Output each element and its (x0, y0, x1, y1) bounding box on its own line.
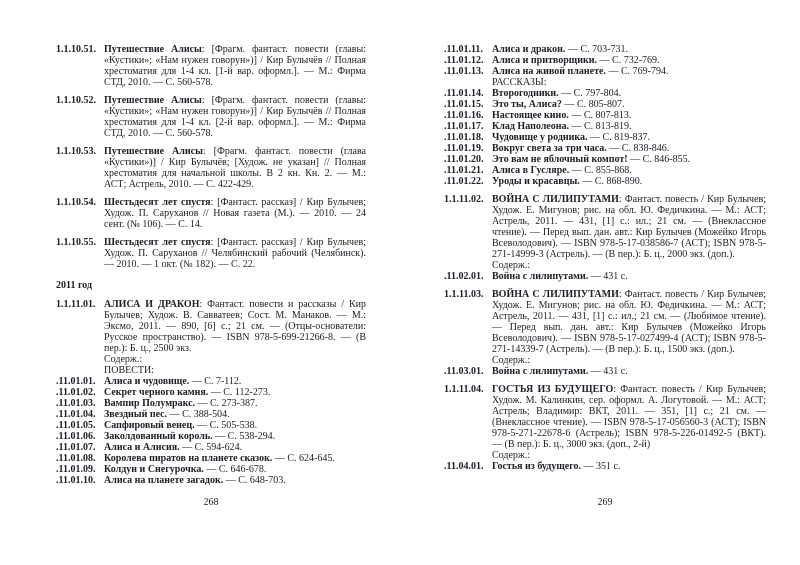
entry-text (492, 143, 766, 154)
entry-rest: — С. 624-645. (272, 453, 335, 464)
entry-title: Алиса на планете загадок. (104, 475, 224, 486)
bib-entry (56, 299, 366, 354)
entry-text (104, 197, 366, 230)
bib-entry (56, 464, 366, 475)
entry-title: Уроды и красавцы. (492, 176, 580, 187)
entry-number: .11.01.04. (56, 409, 96, 420)
section-label: ПОВЕСТИ: (104, 365, 154, 376)
section-label: Содерж.: (492, 355, 531, 366)
entry-number: .11.01.13. (444, 66, 484, 77)
entry-number: .11.01.02. (56, 387, 96, 398)
entry-title: Путешествие Алисы (104, 95, 202, 106)
bib-entry (444, 121, 766, 132)
entry-title: Звездный пес. (104, 409, 168, 420)
entry-text (492, 289, 766, 355)
entry-text (492, 88, 766, 99)
entry-number: .11.01.20. (444, 154, 484, 165)
bib-entry (444, 384, 766, 450)
page-number-right: 269 (597, 497, 613, 508)
entry-number: .11.01.09. (56, 464, 96, 475)
entry-rest: : Фантаст. повести и рассказы / Кир Булычев; Худож. В. Савватеев; Сост. М. Манаков. — М.: Эксмо, 2011. — 890, [6] с.; 21 см. — (Отцы-основатели: Русское пространство). — ISBN 978-5-699-21266-8. — (В пер.): Б. ц., 2500 экз. (104, 299, 366, 354)
entry-number: .11.01.22. (444, 176, 484, 187)
entry-text (492, 110, 766, 121)
bib-entry (56, 146, 366, 190)
entry-text (492, 121, 766, 132)
bib-entry (444, 165, 766, 176)
entry-text (104, 420, 366, 431)
entry-title: Это вам не яблочный компот! (492, 154, 628, 165)
bib-entry (444, 143, 766, 154)
bib-entry (56, 387, 366, 398)
entry-number: 1.1.11.02. (444, 194, 484, 205)
entry-number: .11.01.16. (444, 110, 484, 121)
entry-title: Вампир Полумракс. (104, 398, 196, 409)
entry-rest: — 351 с. (581, 461, 621, 472)
bib-entry (56, 376, 366, 387)
entry-title: Война с лилипутами. (492, 366, 589, 377)
entry-rest: — С. 594-624. (179, 442, 243, 453)
entry-rest: : [Фрагм. фантаст. повести (главы: «Кустики»; «Нам нужен говорун»)] / Кир Булычёв // Полная хрестоматия для 1-4 кл. [2-й вар. оформл.]. — М.: Фирма СТД, 2010. — С. 560-578. (104, 95, 366, 139)
entry-title: ВОЙНА С ЛИЛИПУТАМИ (492, 194, 619, 205)
entry-title: Клад Наполеона. (492, 121, 570, 132)
entry-title: Алиса и дракон. (492, 44, 566, 55)
entry-text (492, 461, 766, 472)
entry-title: ГОСТЬЯ ИЗ БУДУЩЕГО (492, 384, 614, 395)
entry-title: Это ты, Алиса? (492, 99, 562, 110)
page-left (56, 44, 366, 486)
entry-rest: — С. 769-794. (605, 66, 669, 77)
entry-rest: : Фантаст. повесть / Кир Булычев; Худож. Е. Мигунов; рис. на обл. Ю. Федичкина. — М.: АСТ; Астрель, 2011. — 431, [1] с.: ил.; 21 см. — (Любимое чтение). — Перед вып. дан. авт.: Кир Булычев (Можейко Игорь Всеволодович). — ISBN 978-5-17-027499-4 (АСТ); ISBN 978-5-271-14339-7 (Астрель). — (В пер.): Б. ц., 1500 экз. (доп.). (492, 289, 767, 355)
entry-title: Заколдованный король. (104, 431, 213, 442)
entry-number: .11.01.03. (56, 398, 96, 409)
entry-rest: : Фантаст. повесть / Кир Булычев; Худож. М. Калинкин, сер. оформл. А. Логутовой. — М.: АСТ; Астрель; Владимир: ВКТ, 2011. — 351, [1] с.; 21 см. — (Внеклассное чтение). — ISBN 978-5-17-056560-3 (АСТ); ISBN 978-5-271-22678-6 (Астрель); ISBN 978-5-226-01492-5 (ВКТ). — (В пер.): Б. ц., 3000 экз. (доп., 2-й) (492, 384, 767, 450)
entry-title: Чудовище у родника. (492, 132, 588, 143)
entry-number: .11.01.14. (444, 88, 484, 99)
bib-entry (56, 442, 366, 453)
entry-text (104, 442, 366, 453)
entry-number: .11.01.08. (56, 453, 96, 464)
entry-number: 1.1.10.51. (56, 44, 96, 55)
entry-rest: : Фантаст. повесть / Кир Булычев; Худож. Е. Мигунов; рис. на обл. Ю. Федичкина. — М.: АСТ; Астрель, 2011. — 431, [1] с.: ил.; 21 см. — (Внеклассное чтение). — Перед вып. дан. авт.: Кир Булычев (Можейко Игорь Всеволодович). — ISBN 978-5-17-038586-7 (АСТ); ISBN 978-5-271-14999-3 (Астрель). — (В пер.): Б. ц., 2000 экз. (доп.). (492, 194, 767, 260)
entry-title: Шестьдесят лет спустя (104, 197, 211, 208)
entry-text (492, 176, 766, 187)
entry-number: .11.01.18. (444, 132, 484, 143)
entry-text (104, 453, 366, 464)
entry-text (492, 366, 766, 377)
entry-rest: — С. 388-504. (167, 409, 230, 420)
entry-number: .11.01.17. (444, 121, 484, 132)
bib-entry (444, 154, 766, 165)
entry-text (104, 431, 366, 442)
bib-entry (444, 176, 766, 187)
entry-number: 1.1.11.01. (56, 299, 96, 310)
entry-title: АЛИСА И ДРАКОН (104, 299, 200, 310)
entry-text (104, 95, 366, 139)
bib-entry (56, 453, 366, 464)
entry-text (104, 387, 366, 398)
entry-number: 1.1.11.04. (444, 384, 484, 395)
entry-title: Королева пиратов на планете сказок. (104, 453, 273, 464)
entry-title: Второгодники. (492, 88, 559, 99)
entry-title: Алиса в Гусляре. (492, 165, 570, 176)
bib-entry (444, 110, 766, 121)
entry-rest: — С. 505-538. (194, 420, 258, 431)
entry-number: .11.04.01. (444, 461, 484, 472)
entry-rest: — С. 648-703. (223, 475, 286, 486)
entry-number: .11.03.01. (444, 366, 484, 377)
entry-title: Путешествие Алисы (104, 146, 203, 157)
page-right (444, 44, 766, 472)
bib-entry (56, 475, 366, 486)
entry-rest: — С. 797-804. (558, 88, 622, 99)
entry-rest: — С. 819-837. (587, 132, 651, 143)
entry-text (104, 409, 366, 420)
entry-rest: — С. 838-846. (606, 143, 670, 154)
entry-title: Сапфировый венец. (104, 420, 195, 431)
bib-entry (56, 95, 366, 139)
section-label: Содерж.: (492, 450, 531, 461)
entry-text (104, 299, 366, 354)
bib-entry (56, 197, 366, 230)
entry-rest: — С. 855-868. (569, 165, 632, 176)
entry-rest: : [Фрагм. фантаст. повести (главы: «Кустики»; «Нам нужен говорун»)] / Кир Булычёв // Полная хрестоматия для 1-4 кл. [1-й вар. оформл.]. — М.: Фирма СТД, 2010. — С. 560-578. (104, 44, 366, 88)
section-label: Содерж.: (492, 260, 531, 271)
bib-entry (56, 431, 366, 442)
entry-title: ВОЙНА С ЛИЛИПУТАМИ (492, 289, 619, 300)
entry-text (104, 146, 366, 190)
bib-entry (444, 44, 766, 55)
bib-entry (444, 66, 766, 77)
entry-rest: — С. 846-855. (627, 154, 691, 165)
bib-entry (56, 398, 366, 409)
bib-entry (444, 99, 766, 110)
bib-entry (444, 55, 766, 66)
section-label: РАССКАЗЫ: (492, 77, 547, 88)
entry-title: Настоящее кино. (492, 110, 569, 121)
bib-entry (444, 132, 766, 143)
entry-title: Алиса и чудовище. (104, 376, 190, 387)
entry-rest: : [Фантаст. рассказ] / Кир Булычев; Худож. П. Саруханов // Челябинский рабочий (Челябинск). — 2010. — 1 окт. (№ 182). — С. 22. (104, 237, 367, 270)
entry-rest: — С. 813-819. (569, 121, 632, 132)
entry-rest: — С. 112-273. (208, 387, 271, 398)
entry-title: Алиса и Алисия. (104, 442, 180, 453)
entry-text (492, 132, 766, 143)
entry-number: .11.02.01. (444, 271, 484, 282)
entry-number: .11.01.01. (56, 376, 96, 387)
entry-rest: — С. 732-769. (597, 55, 660, 66)
entry-rest: — С. 868-890. (579, 176, 643, 187)
entry-text (104, 44, 366, 88)
year-heading: 2011 год (56, 280, 93, 291)
entry-number: 1.1.10.53. (56, 146, 96, 157)
entry-rest: — С. 273-387. (195, 398, 258, 409)
entry-text (492, 99, 766, 110)
entry-text (104, 376, 366, 387)
bib-entry (444, 366, 766, 377)
entry-text (492, 44, 766, 55)
entry-title: Секрет черного камня. (104, 387, 209, 398)
entry-number: 1.1.10.52. (56, 95, 96, 106)
entry-text (492, 271, 766, 282)
entry-number: 1.1.11.03. (444, 289, 484, 300)
entry-title: Шестьдесят лет спустя (104, 237, 211, 248)
entry-rest: — С. 646-678. (203, 464, 267, 475)
entry-number: .11.01.10. (56, 475, 96, 486)
entry-text (492, 154, 766, 165)
entry-title: Алиса и притворщики. (492, 55, 598, 66)
bib-entry (444, 289, 766, 355)
entry-title: Гостья из будущего. (492, 461, 582, 472)
entry-number: .11.01.19. (444, 143, 484, 154)
entry-text (492, 55, 766, 66)
entry-rest: : [Фантаст. рассказ] / Кир Булычев; Худож. П. Саруханов // Новая газета (М.). — 2010. — 24 сент. (№ 106). — С. 14. (104, 197, 367, 230)
bib-entry (444, 194, 766, 260)
entry-rest: — С. 807-813. (568, 110, 632, 121)
entry-number: .11.01.21. (444, 165, 484, 176)
section-label: Содерж.: (104, 354, 143, 365)
entry-text (492, 165, 766, 176)
entry-rest: — 431 с. (588, 366, 628, 377)
entry-rest: — С. 7-112. (189, 376, 242, 387)
bib-entry (56, 44, 366, 88)
entry-rest: — 431 с. (588, 271, 628, 282)
bib-entry (56, 409, 366, 420)
entry-title: Путешествие Алисы (104, 44, 202, 55)
bib-entry (56, 237, 366, 270)
entry-number: .11.01.15. (444, 99, 484, 110)
entry-rest: — С. 538-294. (212, 431, 276, 442)
entry-text (104, 475, 366, 486)
entry-text (492, 384, 766, 450)
entry-text (492, 194, 766, 260)
entry-title: Война с лилипутами. (492, 271, 589, 282)
entry-number: 1.1.10.54. (56, 197, 96, 208)
entry-title: Вокруг света за три часа. (492, 143, 607, 154)
bib-entry (56, 420, 366, 431)
entry-rest: — С. 703-731. (565, 44, 628, 55)
entry-text (104, 464, 366, 475)
bib-entry (444, 88, 766, 99)
entry-text (104, 237, 366, 270)
entry-number: 1.1.10.55. (56, 237, 96, 248)
entry-number: .11.01.07. (56, 442, 96, 453)
entry-rest: — С. 805-807. (561, 99, 625, 110)
entry-number: .11.01.06. (56, 431, 96, 442)
entry-title: Колдун и Снегурочка. (104, 464, 204, 475)
entry-text (492, 66, 766, 77)
bib-entry (444, 461, 766, 472)
entry-title: Алиса на живой планете. (492, 66, 606, 77)
entry-text (104, 398, 366, 409)
page-number-left: 268 (203, 497, 219, 508)
entry-number: .11.01.12. (444, 55, 484, 66)
entry-number: .11.01.11. (444, 44, 483, 55)
bib-entry (444, 271, 766, 282)
entry-rest: : [Фрагм. фантаст. повести (глава «Кустики»)] / Кир Булычёв; [Худож. не указан] // Полная хрестоматия для начальной школы. В 2 кн. Кн. 2. — М.: АСТ; Астрель, 2010. — С. 422-429. (104, 146, 366, 190)
entry-number: .11.01.05. (56, 420, 96, 431)
